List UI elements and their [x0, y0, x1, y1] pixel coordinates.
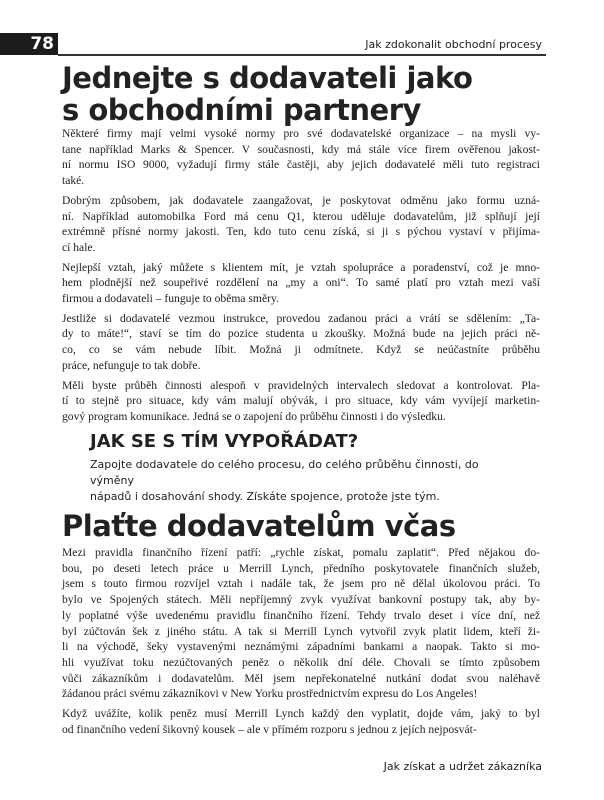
- text-line: ly poplatné výše uvedenému pravidlu finančního řízení. Tehdy trvalo deset i více dní, než: [62, 608, 540, 622]
- section-heading-pay-on-time: Plaťte dodavatelům včas: [62, 509, 456, 543]
- tip-line: Zapojte dodavatele do celého procesu, do celého průběhu činnosti, do výměny: [90, 458, 479, 487]
- text-line: co, co se vám nebude líbit. Možná ji odmítnete. Když se neúčastníte průběhu: [62, 343, 540, 357]
- text-line: Dobrým způsobem, jak dodavatele zaangažovat, je poskytovat odměnu jako formu uzná-: [62, 193, 540, 207]
- text-line: tí to stejně pro situace, kdy vám malují obývák, i pro situace, kdy vám vyvíjejí marketin-: [62, 394, 540, 408]
- paragraph: [62, 260, 540, 307]
- paragraph: [62, 193, 540, 256]
- text-line: byl zúčtován šek z jiného státu. A tak si Merrill Lynch vytvořil zvyk platit lidem, kteří ži-: [62, 624, 540, 638]
- text-line: firmou a dodavateli – funguje to oběma směry.: [62, 292, 279, 306]
- text-line: vůči zákazníkům i dodavatelům. Měl jsem nepřekonatelné nutkání dodat svou naléhavě: [62, 671, 540, 685]
- text-line: práce, nefunguje to tak dobře.: [62, 358, 201, 372]
- section2-body: [62, 545, 540, 741]
- text-line: Měli byste průběh činnosti alespoň v pravidelných intervalech sledovat a kontrolovat. Pla-: [62, 378, 540, 392]
- tip-box-text: [90, 457, 510, 505]
- tip-line: nápadů i dosahování shody. Získáte spojence, protože jste tým.: [90, 490, 440, 503]
- heading-line: s obchodními partnery: [62, 93, 421, 127]
- text-line: cí hale.: [62, 240, 96, 254]
- running-title: Jak zdokonalit obchodní procesy: [365, 38, 542, 51]
- text-line: gový program komunikace. Jedná se o zapojení do průběhu činnosti i do výsledku.: [62, 409, 446, 423]
- text-line: tane například Marks & Spencer. V současnosti, kdy má stále více firem ověřenou jakost-: [62, 142, 540, 156]
- tip-box-title: JAK SE S TÍM VYPOŘÁDAT?: [90, 431, 359, 452]
- footer-book-title: Jak získat a udržet zákazníka: [383, 760, 542, 773]
- text-line: Když uvážíte, kolik peněz musí Merrill Lynch každý den vyplatit, dojde vám, jaký to byl: [62, 707, 540, 721]
- text-line: li na východě, šeky vystavenými neznámými západními bankami a naopak. Takto si mo-: [62, 640, 540, 654]
- heading-line: Jednejte s dodavateli jako: [62, 61, 473, 95]
- header-rule: [58, 54, 546, 56]
- paragraph: [62, 545, 540, 702]
- tip-box: [90, 431, 510, 505]
- section-heading-suppliers-partners: [62, 62, 542, 126]
- text-line: hem plodnější než soupeřivé rozdělení na „my a oni“. To samé platí pro vztah mezi vaší: [62, 276, 540, 290]
- text-line: ní normu ISO 9000, vyžadují firmy stále častěji, aby jejich dodavatelé měli tuto registraci: [62, 158, 540, 172]
- text-line: Mezi pravidla finančního řízení patří: „rychle získat, pomalu zaplatit“. Před nějakou do-: [62, 546, 540, 559]
- text-line: Některé firmy mají velmi vysoké normy pro své dodavatelské organizace – na mysli vy-: [62, 127, 540, 140]
- text-line: bou, po deseti letech práce u Merrill Lynch, předního poskytovatele finančních služeb,: [62, 561, 540, 575]
- paragraph: [62, 126, 540, 189]
- text-line: Jestliže si dodavatelé vezmou instrukce, provedou zadanou práci a vrátí se sdělením: „Ta-: [62, 311, 540, 325]
- section1-body: [62, 126, 540, 429]
- paragraph: [62, 311, 540, 374]
- text-line: také.: [62, 174, 85, 188]
- text-line: Nejlepší vztah, jaký můžete s klientem mít, je vztah spolupráce a poradenství, což je mno-: [62, 260, 540, 274]
- text-line: ní. Například automobilka Ford má cenu Q1, kterou uděluje dodavatelům, již splňují její: [62, 209, 540, 223]
- paragraph: [62, 706, 540, 737]
- text-line: hli využívat toku nezúčtovaných peněz o několik dní déle. Chovali se tímto způsobem: [62, 655, 540, 669]
- text-line: dy to máte!“, staví se tím do pozice studenta u zkoušky. Možná bude na jejich práci ně-: [62, 327, 540, 341]
- text-line: bylo ve Spojených státech. Měli nepříjemný zvyk využívat bankovní postupy tak, aby by-: [62, 593, 540, 607]
- text-line: žádanou práci svému zákazníkovi v New Yorku prostřednictvím expresu do Los Angeles!: [62, 687, 478, 701]
- text-line: extrémně přísné normy jakosti. Ten, kdo tuto cenu získá, si ji s pýchou vystaví v přijíma-: [62, 225, 540, 239]
- page-number: 78: [0, 33, 58, 55]
- paragraph: [62, 378, 540, 425]
- text-line: jsem s touto firmou rozvíjel vztah i nadále tak, že jsem pro ně dělal úkolovou práci. To: [62, 577, 540, 591]
- text-line: od finančního vedení šikovný kousek – ale v přímém rozporu s jednou z jejích nejposvát-: [62, 722, 477, 736]
